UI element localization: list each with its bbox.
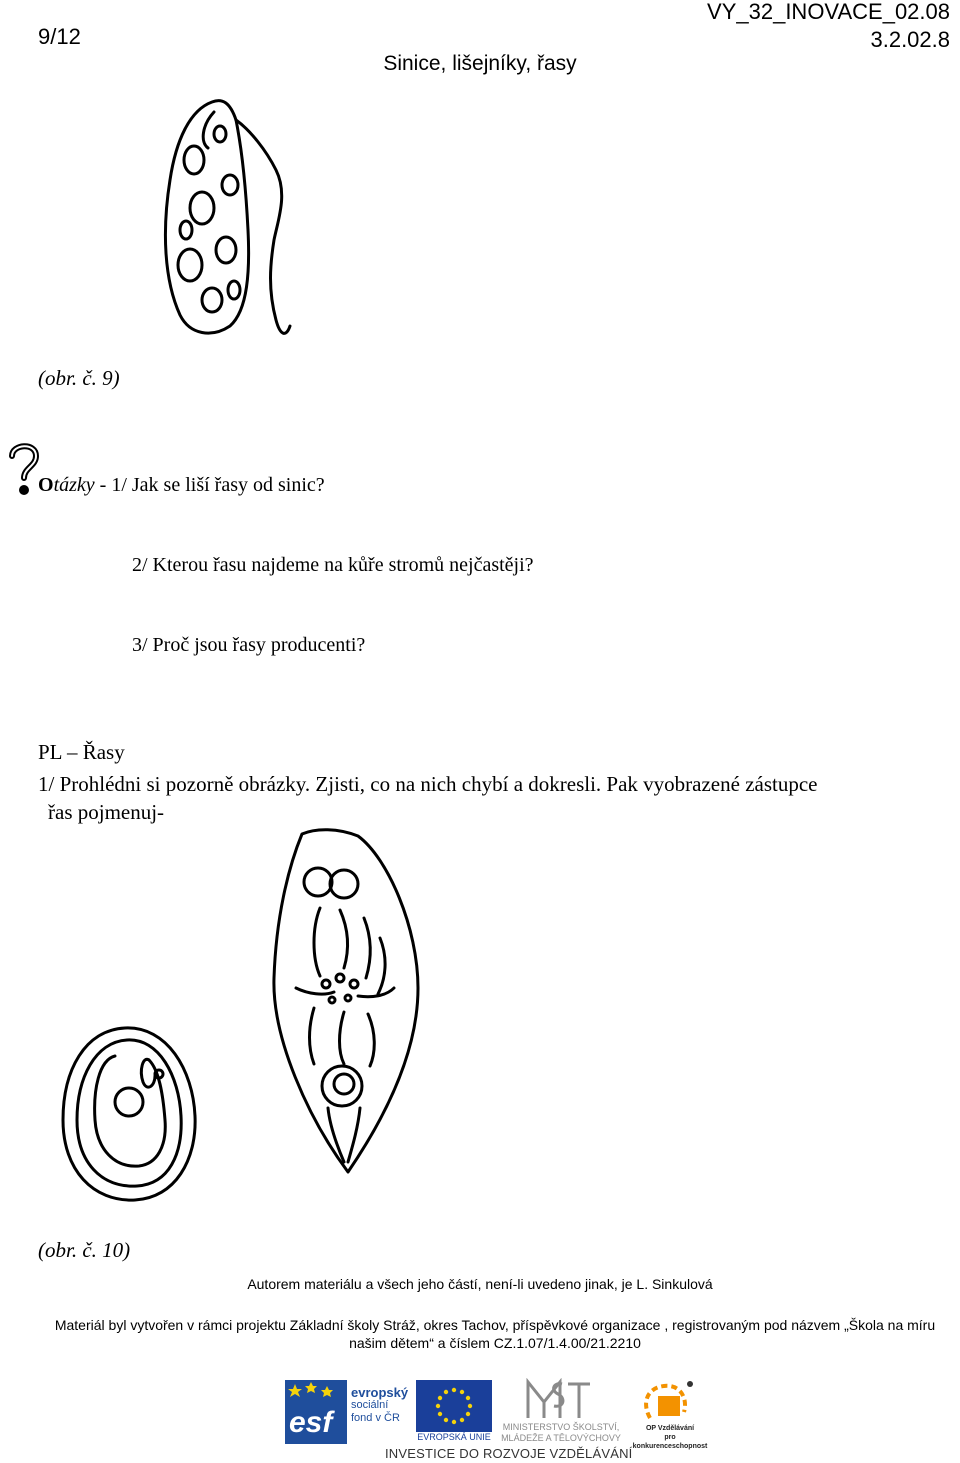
eu-flag-icon (416, 1380, 492, 1432)
invest-slogan: INVESTICE DO ROZVOJE VZDĚLÁVÁNÍ (385, 1446, 633, 1461)
project-note-line2: našim dětem“ a číslem CZ.1.07/1.4.00/21.2210 (349, 1335, 641, 1351)
eu-logo-label: EVROPSKÁ UNIE (417, 1432, 491, 1442)
esf-line3: fond v ČR (351, 1412, 400, 1424)
page-number: 9/12 (38, 24, 81, 49)
msmt-logo-text (498, 1422, 624, 1444)
questions-heading (38, 474, 325, 497)
op-vzdelavani-logo (628, 1378, 712, 1450)
question-3: 3/ Proč jsou řasy producenti? (132, 634, 366, 656)
project-note-line1: Materiál byl vytvořen v rámci projektu Základní školy Stráž, okres Tachov, příspěvkové organizace , registrovaným pod názvem „Škola na míru (54, 1317, 936, 1333)
figure-9-caption: (obr. č. 9) (38, 366, 120, 390)
esf-logo-mark-text: esf (289, 1406, 333, 1439)
figure-10-cell-round (55, 1020, 205, 1210)
msmt-line2: MLÁDEŽE A TĚLOVÝCHOVY (501, 1433, 621, 1443)
eu-logo (416, 1380, 492, 1444)
project-note (30, 1316, 960, 1352)
figure-9-drawing (150, 90, 310, 350)
question-1: 1/ Jak se liší řasy od sinic? (111, 474, 325, 496)
figure-10-caption: (obr. č. 10) (38, 1238, 131, 1262)
document-code (707, 0, 950, 52)
worksheet-task (38, 770, 938, 826)
document-code-line1: VY_32_INOVACE_02.08 (707, 0, 950, 24)
op-logo-text (628, 1424, 712, 1451)
esf-logo-text (351, 1386, 408, 1425)
esf-logo (285, 1380, 411, 1444)
question-2: 2/ Kterou řasu najdeme na kůře stromů nejčastěji? (132, 554, 534, 576)
op-line2: pro konkurenceschopnost (632, 1434, 708, 1450)
worksheet-task-line1: 1/ Prohlédni si pozorně obrázky. Zjisti, co na nich chybí a dokresli. Pak vyobrazené zástupce (38, 772, 818, 796)
author-note: Autorem materiálu a všech jeho částí, není-li uvedeno jinak, je L. Sinkulová (247, 1276, 713, 1292)
msmt-logo (498, 1378, 624, 1444)
worksheet-title: PL – Řasy (38, 740, 125, 764)
questions-lead-bold: O (38, 474, 54, 496)
msmt-logo-mark (498, 1378, 624, 1422)
op-logo-mark (628, 1378, 712, 1424)
esf-line1: evropský (351, 1385, 409, 1400)
msmt-line1: MINISTERSTVO ŠKOLSTVÍ, (502, 1422, 620, 1432)
worksheet-task-line2: řas pojmenuj- (48, 800, 165, 824)
figure-10-cell-spindle (268, 828, 428, 1188)
page-title: Sinice, lišejníky, řasy (383, 52, 577, 75)
op-line1: OP Vzdělávání (645, 1425, 695, 1432)
document-code-line2: 3.2.02.8 (870, 27, 950, 52)
questions-dash: - (94, 474, 112, 496)
esf-line2: sociální (351, 1399, 389, 1411)
questions-lead-rest: tázky (53, 474, 95, 496)
